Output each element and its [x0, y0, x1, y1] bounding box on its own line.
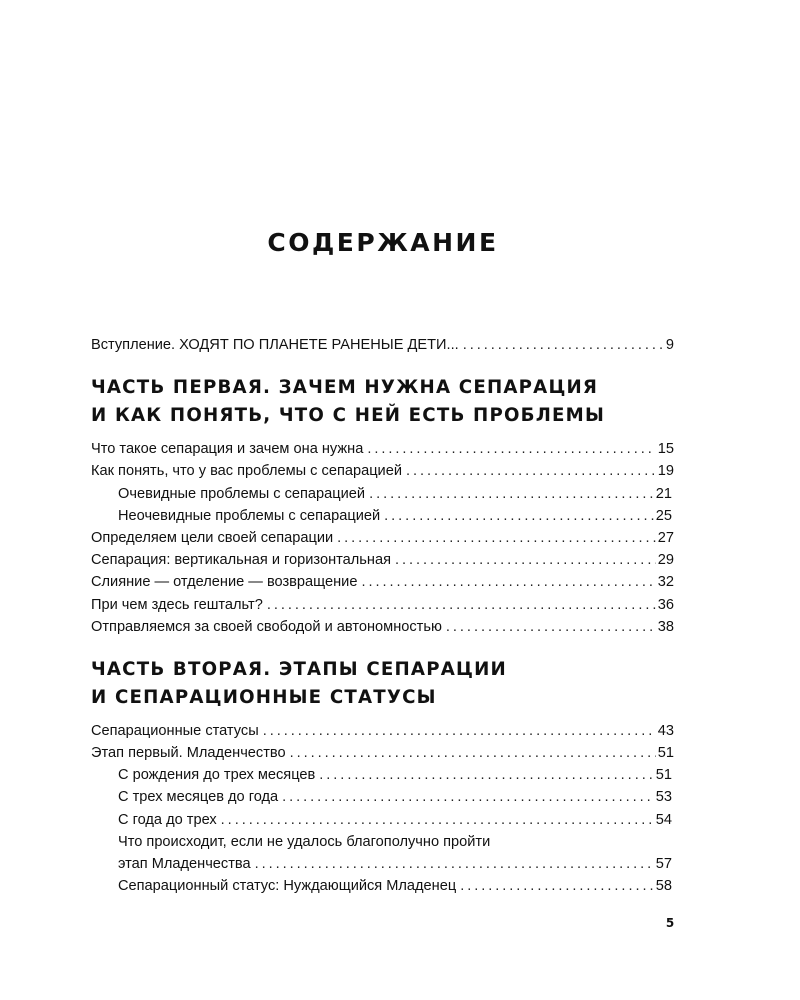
- dot-leader: [282, 786, 654, 808]
- toc-entry[interactable]: [91, 720, 674, 742]
- toc-entry-intro[interactable]: [91, 334, 674, 356]
- toc-entry-label: Неочевидные проблемы с сепарацией: [118, 507, 381, 524]
- toc-entry-label: Отправляемся за своей свободой и автономностью: [91, 618, 442, 635]
- toc-entry[interactable]: [91, 742, 674, 764]
- dot-leader: [463, 334, 664, 356]
- dot-leader: [267, 594, 656, 616]
- dot-leader: [446, 616, 656, 638]
- toc-entry-page: 54: [655, 811, 672, 828]
- toc-entry-page: 21: [655, 485, 672, 502]
- toc-entry-page: 27: [657, 529, 674, 546]
- dot-leader: [367, 438, 655, 460]
- toc-entry-page: 53: [655, 789, 672, 806]
- dot-leader: [319, 764, 653, 786]
- page-number: 5: [665, 916, 675, 930]
- toc-entry[interactable]: [91, 549, 674, 571]
- part-one-title-line1: ЧАСТЬ ПЕРВАЯ. ЗАЧЕМ НУЖНА СЕПАРАЦИЯ: [91, 377, 599, 399]
- toc-subentry[interactable]: [91, 786, 674, 808]
- toc-entry-page: 15: [657, 441, 674, 458]
- toc-entry[interactable]: [91, 616, 674, 638]
- toc-entry[interactable]: [91, 438, 674, 460]
- toc-entry-page: 9: [665, 337, 674, 353]
- toc-entry-label-line2: этап Младенчества: [118, 856, 251, 872]
- dot-leader: [221, 809, 654, 831]
- dot-leader: [406, 460, 656, 482]
- dot-leader: [255, 853, 654, 875]
- part-one-heading: [91, 374, 674, 430]
- toc-entry-label-line1: Что происходит, если не удалось благополучно пройти: [118, 833, 491, 850]
- toc-entry-page: 25: [655, 507, 672, 524]
- toc-subentry[interactable]: [91, 764, 674, 786]
- toc-entry[interactable]: [91, 527, 674, 549]
- toc-entry-page: 51: [657, 745, 674, 762]
- table-of-contents: [91, 334, 674, 897]
- toc-entry[interactable]: [91, 571, 674, 593]
- part-one-title-line2: И КАК ПОНЯТЬ, ЧТО С НЕЙ ЕСТЬ ПРОБЛЕМЫ: [91, 405, 606, 427]
- dot-leader: [290, 742, 656, 764]
- toc-entry-page: 32: [657, 574, 674, 591]
- toc-entry-label: Сепарационный статус: Нуждающийся Младенец: [118, 878, 457, 895]
- dot-leader: [263, 720, 656, 742]
- toc-entry-page: 29: [657, 552, 674, 569]
- toc-entry-label: С рождения до трех месяцев: [118, 767, 316, 784]
- dot-leader: [369, 483, 654, 505]
- toc-entry-label: Слияние — отделение — возвращение: [91, 574, 358, 591]
- toc-entry-label: Этап первый. Младенчество: [91, 745, 286, 762]
- toc-entry-label: Вступление. ХОДЯТ ПО ПЛАНЕТЕ РАНЕНЫЕ ДЕТИ...: [91, 337, 459, 353]
- toc-entry-label: При чем здесь гештальт?: [91, 596, 263, 613]
- part-two-heading: [91, 656, 674, 712]
- toc-entry-label: Сепарационные статусы: [91, 722, 259, 739]
- part-two-title-line1: ЧАСТЬ ВТОРАЯ. ЭТАПЫ СЕПАРАЦИИ: [91, 658, 507, 680]
- toc-entry-label: Сепарация: вертикальная и горизонтальная: [91, 552, 391, 569]
- toc-entry-row2: [118, 853, 674, 875]
- toc-entry-label: С года до трех: [118, 811, 217, 828]
- toc-entry-label: Что такое сепарация и зачем она нужна: [91, 441, 364, 458]
- toc-entry-page: 38: [657, 618, 674, 635]
- toc-entry-label: Очевидные проблемы с сепарацией: [118, 485, 366, 502]
- toc-entry-page: 19: [657, 463, 674, 480]
- dot-leader: [384, 505, 654, 527]
- dot-leader: [460, 875, 654, 897]
- dot-leader: [395, 549, 656, 571]
- toc-entry-label: Как понять, что у вас проблемы с сепарацией: [91, 463, 402, 480]
- toc-entry-page: 58: [655, 878, 672, 895]
- toc-entry-page: 57: [655, 856, 672, 872]
- toc-entry-page: 36: [657, 596, 674, 613]
- page-title: СОДЕРЖАНИЕ: [267, 228, 499, 257]
- toc-entry[interactable]: [91, 460, 674, 482]
- dot-leader: [361, 571, 655, 593]
- part-two-title-line2: И СЕПАРАЦИОННЫЕ СТАТУСЫ: [91, 686, 437, 708]
- toc-entry-label: С трех месяцев до года: [118, 789, 279, 806]
- dot-leader: [337, 527, 656, 549]
- toc-subentry[interactable]: [91, 875, 674, 897]
- toc-entry-page: 51: [655, 767, 672, 784]
- toc-entry-label: Определяем цели своей сепарации: [91, 529, 334, 546]
- toc-subentry[interactable]: [91, 505, 674, 527]
- toc-subentry[interactable]: [91, 809, 674, 831]
- toc-entry[interactable]: [91, 594, 674, 616]
- toc-subentry-multiline[interactable]: [91, 831, 674, 875]
- toc-entry-page: 43: [657, 722, 674, 739]
- toc-subentry[interactable]: [91, 483, 674, 505]
